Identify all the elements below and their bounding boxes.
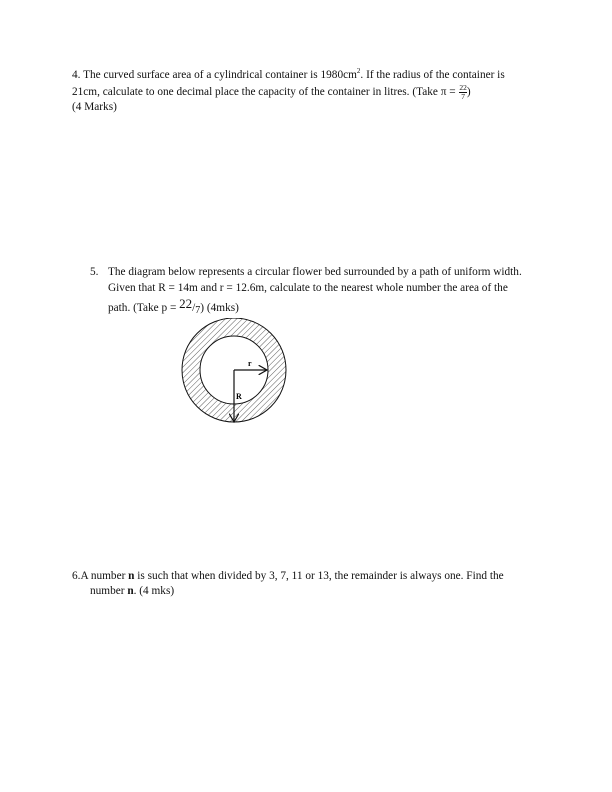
q4-text: . If the radius of the container is (360, 69, 505, 81)
q5-text: path. (Take p = (108, 302, 180, 314)
q5-line-3 (108, 296, 239, 316)
label-R: R (236, 392, 242, 401)
fraction-denominator: 7 (195, 305, 201, 316)
q4-text: 21cm, calculate to one decimal place the capacity of the container in litres. (Take π = (72, 86, 459, 99)
variable-n: n (128, 570, 135, 582)
label-r: r (248, 359, 252, 368)
q4-line-1 (72, 68, 505, 82)
q4-line-2 (72, 84, 471, 101)
q4-text: 4. The curved surface area of a cylindrical container is 1980cm (72, 69, 357, 81)
q4-text: ) (466, 86, 471, 99)
fraction-denominator: 7 (461, 92, 466, 101)
q5-number: 5. (90, 266, 99, 278)
q6-text: 6.A number (72, 570, 129, 582)
q6-line-1 (72, 569, 504, 583)
variable-n: n (127, 585, 134, 597)
superscript: 2 (356, 67, 361, 75)
q6-text: is such that when divided by 3, 7, 11 or 13, the remainder is always one. Find the (134, 570, 504, 582)
flower-bed-diagram (175, 318, 295, 433)
q5-line-2: Given that R = 14m and r = 12.6m, calculate to the nearest whole number the area of the (108, 282, 508, 294)
fraction-slash: / (192, 302, 196, 314)
q6-line-2 (90, 584, 174, 598)
q5-text: ) (4mks) (200, 302, 239, 314)
q4-marks: (4 Marks) (72, 101, 117, 113)
q6-text: . (4 mks) (133, 585, 175, 597)
fraction-numerator: 22 (179, 296, 193, 311)
fraction-numerator: 22 (459, 83, 467, 92)
q5-line-1: The diagram below represents a circular flower bed surrounded by a path of uniform width. (108, 266, 522, 278)
pi-fraction (459, 84, 467, 101)
q6-text: number (90, 585, 128, 597)
